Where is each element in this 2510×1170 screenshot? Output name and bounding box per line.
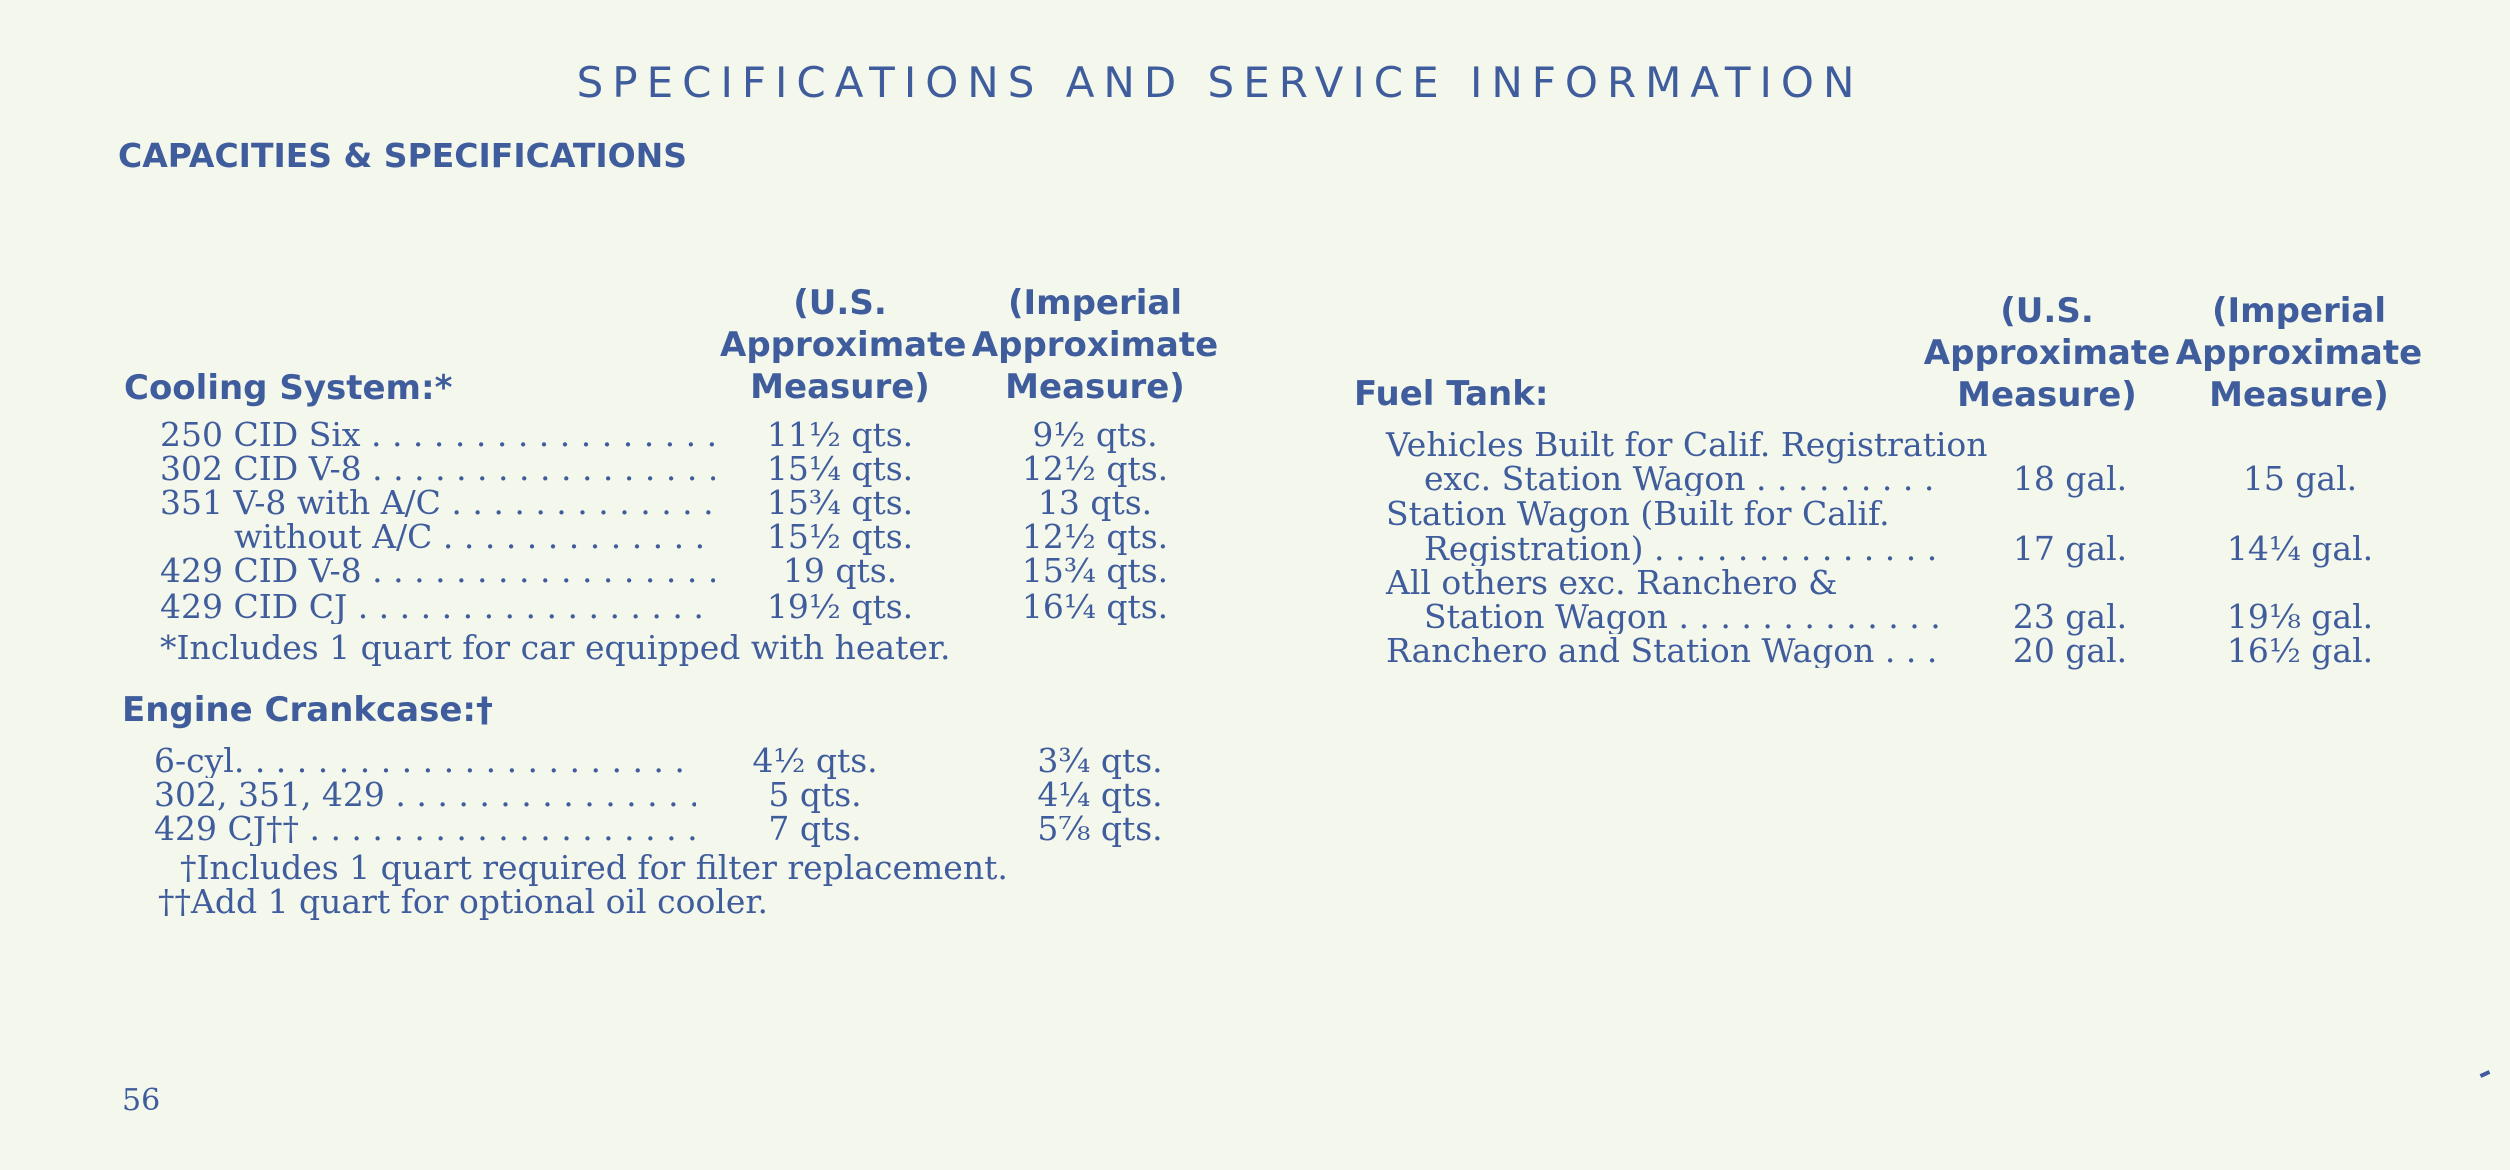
imperial-value: 14¼ gal.: [2226, 529, 2374, 568]
imperial-value: 15 gal.: [2242, 459, 2358, 498]
imperial-value: 15¾ qts.: [1021, 551, 1169, 590]
imperial-measure-header: [2174, 290, 2424, 416]
us-value: 15¼ qts.: [766, 449, 914, 488]
row-label-text: without A/C: [234, 520, 433, 554]
us-value: 15½ qts.: [766, 517, 914, 556]
header-line: Measure): [750, 367, 930, 407]
cooling-footnote: *Includes 1 quart for car equipped with heater.: [160, 628, 951, 667]
row-label-text: 351 V-8 with A/C: [160, 486, 441, 520]
imperial-value: 19⅛ gal.: [2226, 597, 2374, 636]
us-value: 5 qts.: [768, 775, 862, 814]
imperial-value: 16½ gal.: [2226, 631, 2374, 670]
imperial-measure-header: [970, 282, 1220, 408]
header-line: Measure): [1957, 375, 2137, 415]
fuel-line: Station Wagon (Built for Calif.: [1386, 494, 1890, 533]
cooling-system-heading: Cooling System:*: [124, 368, 453, 408]
crankcase-footnote: †Includes 1 quart required for filter replacement.: [180, 848, 1008, 887]
us-measure-header: [720, 282, 967, 408]
us-measure-header: [1922, 290, 2172, 416]
row-label-text: 429 CID CJ: [160, 590, 348, 624]
header-line: Approximate: [720, 325, 967, 365]
header-line: Measure): [2209, 375, 2389, 415]
table-row: [0, 415, 2510, 454]
crankcase-footnote: ††Add 1 quart for optional oil cooler.: [158, 882, 769, 921]
row-label-text: exc. Station Wagon: [1424, 462, 1746, 496]
us-value: 15¾ qts.: [766, 483, 914, 522]
imperial-value: 9½ qts.: [1032, 415, 1158, 454]
table-row: [0, 459, 2510, 498]
row-label-text: 429 CID V-8: [160, 554, 362, 588]
fuel-tank-heading: Fuel Tank:: [1354, 374, 1549, 414]
print-mark: [2480, 1070, 2491, 1078]
row-label: [160, 418, 715, 452]
header-line: Approximate: [1923, 333, 2171, 373]
us-value: 23 gal.: [2012, 597, 2128, 636]
imperial-value: 5⅞ qts.: [1037, 809, 1163, 848]
us-value: 4½ qts.: [752, 741, 878, 780]
us-value: 7 qts.: [768, 809, 862, 848]
row-label-text: Ranchero and Station Wagon: [1386, 634, 1875, 668]
us-value: 20 gal.: [2012, 631, 2128, 670]
us-value: 17 gal.: [2012, 529, 2128, 568]
header-line: Approximate: [2175, 333, 2423, 373]
row-label: [154, 778, 696, 812]
row-label: [154, 744, 696, 778]
table-row: [0, 775, 2510, 814]
fuel-line: Vehicles Built for Calif. Registration: [1386, 425, 1988, 464]
row-label-text: 429 CJ††: [154, 812, 299, 846]
imperial-value: 12½ qts.: [1021, 517, 1169, 556]
header-line: (Imperial: [2211, 291, 2387, 331]
row-label-text: 302, 351, 429: [154, 778, 385, 812]
row-label: [1424, 462, 1940, 496]
header-line: (Imperial: [1007, 283, 1183, 323]
imperial-value: 13 qts.: [1037, 483, 1153, 522]
row-label: [1386, 634, 1940, 668]
table-row: [0, 741, 2510, 780]
row-label-text: 302 CID V-8: [160, 452, 362, 486]
row-label: [1424, 600, 1940, 634]
table-row: [0, 631, 2510, 670]
header-line: Measure): [1005, 367, 1185, 407]
imperial-value: 12½ qts.: [1021, 449, 1169, 488]
row-label: [1424, 532, 1940, 566]
page-title: SPECIFICATIONS AND SERVICE INFORMATION: [576, 58, 1864, 107]
header-line: Approximate: [971, 325, 1219, 365]
table-row: [0, 529, 2510, 568]
row-label: [154, 812, 696, 846]
row-label-text: Registration): [1424, 532, 1644, 566]
imperial-value: 16¼ qts.: [1021, 587, 1169, 626]
page-number: 56: [122, 1083, 161, 1118]
us-value: 19 qts.: [782, 551, 898, 590]
us-value: 18 gal.: [2012, 459, 2128, 498]
imperial-value: 3¾ qts.: [1037, 741, 1163, 780]
header-line: (U.S.: [2000, 291, 2094, 331]
us-value: 19½ qts.: [766, 587, 914, 626]
section-subtitle: CAPACITIES & SPECIFICATIONS: [118, 136, 688, 175]
table-row: [0, 597, 2510, 636]
table-row: [0, 809, 2510, 848]
row-label-text: 250 CID Six: [160, 418, 361, 452]
us-value: 11½ qts.: [766, 415, 914, 454]
row-label-text: 6-cyl.: [154, 744, 245, 778]
header-line: (U.S.: [793, 283, 887, 323]
engine-crankcase-heading: Engine Crankcase:†: [122, 690, 493, 730]
imperial-value: 4¼ qts.: [1037, 775, 1163, 814]
fuel-line: All others exc. Ranchero &: [1386, 563, 1838, 602]
row-label-text: Station Wagon: [1424, 600, 1668, 634]
